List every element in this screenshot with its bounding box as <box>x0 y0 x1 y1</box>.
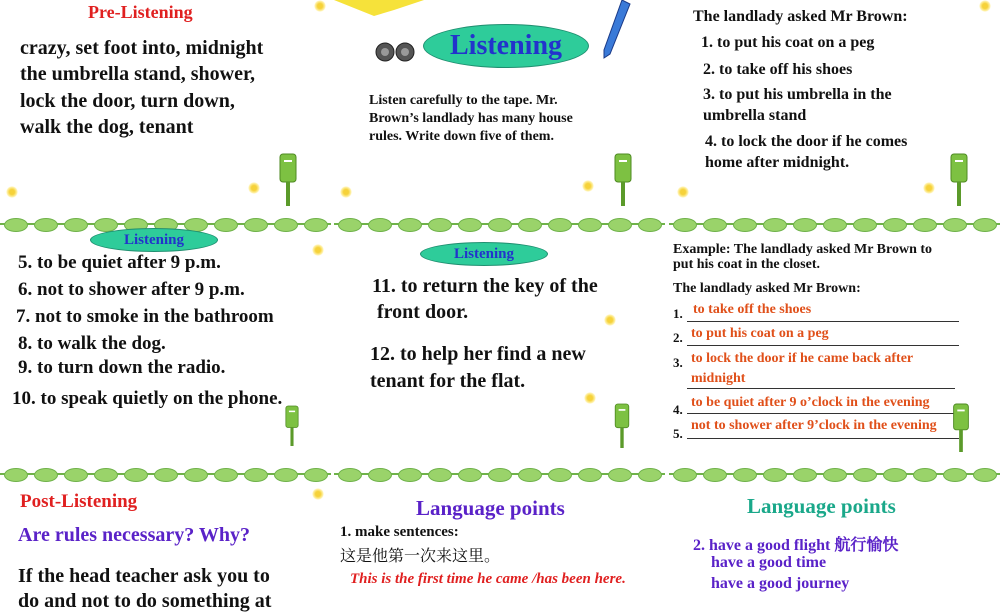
sun-icon <box>334 0 424 16</box>
vine-border <box>334 466 665 482</box>
answer-text: to be quiet after 9 o’clock in the evening <box>691 395 930 410</box>
mailbox-icon <box>612 404 632 448</box>
rule-line: 2. to take off his shoes <box>703 61 853 78</box>
flower-icon <box>312 488 324 500</box>
rule-line: tenant for the flat. <box>370 370 526 392</box>
rule-line: 10. to speak quietly on the phone. <box>12 388 283 409</box>
rule-line: 12. to help her find a new <box>370 343 586 365</box>
rule-line: 9. to turn down the radio. <box>18 357 226 378</box>
slide-title: Language points <box>747 494 896 518</box>
slide-pre-listening[interactable] <box>0 0 331 196</box>
instruction-line: rules. Write down five of them. <box>369 129 554 144</box>
slide-title: Post-Listening <box>20 491 138 512</box>
slide-rules-2[interactable] <box>0 216 331 412</box>
instruction-line: Brown’s landlady has many house <box>369 111 573 126</box>
slide-language-points-1[interactable] <box>334 466 665 600</box>
example-line: put his coat in the closet. <box>673 257 820 272</box>
rule-line: home after midnight. <box>705 154 850 171</box>
listening-oval: Listening <box>423 24 589 68</box>
slide-listening-intro[interactable] <box>334 0 665 196</box>
vine-border <box>0 466 331 482</box>
flower-icon <box>340 186 352 198</box>
item-number: 4. <box>673 402 683 417</box>
answer-sentence: This is the first time he came /has been here. <box>350 571 626 587</box>
rule-line: 11. to return the key of the <box>372 275 598 297</box>
listening-oval: Listening <box>90 228 218 252</box>
mailbox-icon <box>282 406 302 446</box>
answer-text: to take off the shoes <box>693 302 812 317</box>
answer-text: not to shower after 9’clock in the evening <box>691 418 937 433</box>
answer-line <box>687 438 959 439</box>
slide-heading: The landlady asked Mr Brown: <box>673 281 861 296</box>
item-number: 1. <box>673 306 683 321</box>
flower-icon <box>979 0 991 12</box>
vocab-line: crazy, set foot into, midnight <box>20 37 264 59</box>
rule-line: umbrella stand <box>703 107 807 124</box>
mailbox-icon <box>613 154 633 206</box>
flower-icon <box>312 244 324 256</box>
mailbox-icon <box>278 154 298 206</box>
flower-icon <box>6 186 18 198</box>
flower-icon <box>923 182 935 194</box>
chinese-sentence: 这是他第一次来这里。 <box>340 546 501 565</box>
rule-line: 1. to put his coat on a peg <box>701 34 875 51</box>
instruction-line: Listen carefully to the tape. Mr. <box>369 93 558 108</box>
vocab-line: the umbrella stand, shower, <box>20 63 256 85</box>
slide-rules-1[interactable] <box>669 0 1000 196</box>
slide-post-listening[interactable] <box>0 466 331 612</box>
answer-line <box>687 345 959 346</box>
slide-exercise-continued <box>669 412 1000 452</box>
answer-line <box>687 321 959 322</box>
slide-title: Language points <box>416 496 565 520</box>
vine-border <box>669 216 1000 232</box>
answer-text: to put his coat on a peg <box>691 326 829 341</box>
listening-oval: Listening <box>420 242 548 266</box>
vocab-line: lock the door, turn down, <box>20 90 235 112</box>
slide-title: Pre-Listening <box>88 2 193 22</box>
mailbox-icon <box>951 404 971 452</box>
rule-line: 8. to walk the dog. <box>18 333 166 354</box>
flower-icon <box>248 182 260 194</box>
vine-border <box>669 466 1000 482</box>
flower-icon <box>677 186 689 198</box>
rule-line: 3. to put his umbrella in the <box>703 86 892 103</box>
answer-text: midnight <box>691 371 746 386</box>
answer-text: to lock the door if he came back after <box>691 351 914 366</box>
rule-line: 6. not to shower after 9 p.m. <box>18 279 245 300</box>
rule-line: 4. to lock the door if he comes <box>705 133 908 150</box>
flower-icon <box>604 314 616 326</box>
item-number: 3. <box>673 355 683 370</box>
slide-exercise[interactable] <box>669 216 1000 417</box>
phrase-line: have a good journey <box>711 575 850 592</box>
phrase-line: have a good time <box>711 554 827 571</box>
pencil-icon <box>600 0 630 60</box>
slide-heading: The landlady asked Mr Brown: <box>693 8 908 25</box>
speaker-icon <box>374 38 416 66</box>
item-number: 2. <box>673 330 683 345</box>
flower-icon <box>584 392 596 404</box>
vine-border <box>334 216 665 232</box>
body-line: If the head teacher ask you to <box>18 565 270 587</box>
example-line: Example: The landlady asked Mr Brown to <box>673 242 933 257</box>
rule-line: 5. to be quiet after 9 p.m. <box>18 252 221 273</box>
slide-rules-3[interactable] <box>334 216 665 412</box>
rule-line: 7. not to smoke in the bathroom <box>16 306 274 327</box>
rule-line: front door. <box>372 301 469 323</box>
answer-line <box>687 388 955 389</box>
mailbox-icon <box>949 154 969 206</box>
flower-icon <box>582 180 594 192</box>
item-number: 5. <box>673 426 683 441</box>
subheading: 1. make sentences: <box>340 524 459 540</box>
vocab-line: walk the dog, tenant <box>20 116 194 138</box>
flower-icon <box>314 0 326 12</box>
discussion-question: Are rules necessary? Why? <box>18 524 251 546</box>
body-line: do and not to do something at <box>18 590 272 612</box>
slide-language-points-2[interactable] <box>669 466 1000 600</box>
phrase-line: 2. have a good flight 航行愉快 <box>693 537 899 554</box>
